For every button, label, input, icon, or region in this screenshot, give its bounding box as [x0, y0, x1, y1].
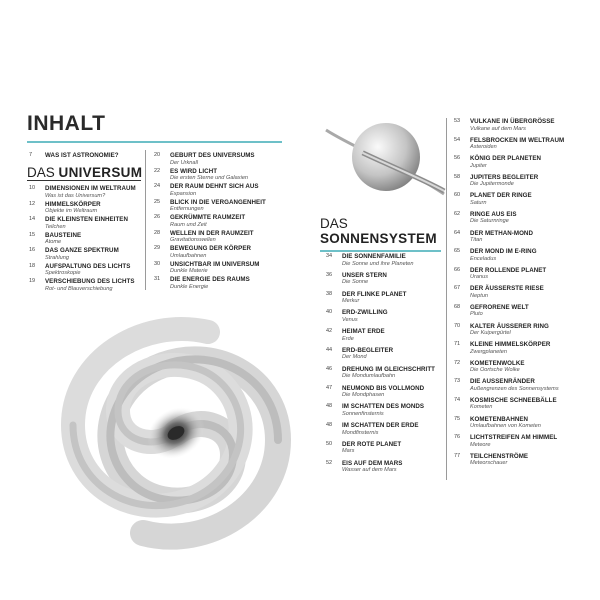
entry-subtitle: Strahlung: [45, 254, 69, 261]
entry-title: DREHUNG IM GLEICHSCHRITT: [342, 365, 435, 373]
entry-title: KOSMISCHE SCHNEEBÄLLE: [470, 396, 557, 404]
entry-page-number: 60: [454, 192, 461, 199]
entry-subtitle: Mars: [342, 448, 355, 455]
entry-subtitle: Spektroskopie: [45, 270, 81, 276]
entry-title: DER METHAN-MOND: [470, 229, 533, 237]
toc-entry[interactable]: [29, 185, 144, 201]
entry-title: DER ÄUSSERSTE RIESE: [470, 285, 544, 293]
entry-subtitle: Atome: [45, 239, 62, 245]
column-divider: [145, 150, 146, 290]
toc-entry[interactable]: [29, 278, 144, 294]
toc-entry[interactable]: [454, 248, 584, 267]
entry-title: RINGE AUS EIS: [470, 210, 517, 218]
entry-title: FELSBROCKEN IM WELTRAUM: [470, 136, 565, 144]
entry-title: AUFSPALTUNG DES LICHTS: [45, 262, 131, 270]
entry-subtitle: Außengrenzen des Sonnensystems: [470, 385, 559, 392]
entry-title: UNSICHTBAR IM UNIVERSUM: [170, 260, 260, 268]
entry-page-number: 12: [29, 200, 36, 207]
entry-page-number: 7: [29, 152, 33, 158]
entry-page-number: 19: [29, 278, 36, 284]
toc-entry[interactable]: [454, 192, 584, 211]
toc-entry[interactable]: [29, 232, 144, 248]
toc-entry[interactable]: [154, 245, 284, 261]
entry-subtitle: Was ist das Universum?: [45, 192, 106, 199]
toc-entry[interactable]: [454, 323, 584, 342]
saturn-image: [314, 112, 454, 202]
toc-entry[interactable]: [154, 199, 284, 215]
entry-page-number: 65: [454, 248, 461, 255]
toc-entry[interactable]: [326, 253, 438, 272]
entry-page-number: 34: [326, 253, 333, 259]
entry-title: WAS IST ASTRONOMIE?: [45, 152, 119, 159]
section-rule: [320, 250, 441, 252]
toc-entry[interactable]: [454, 397, 584, 416]
toc-entry[interactable]: [454, 341, 584, 360]
entry-page-number: 70: [454, 322, 461, 329]
entry-page-number: 25: [154, 198, 161, 205]
entry-page-number: 16: [29, 247, 36, 253]
toc-entry[interactable]: [154, 152, 284, 168]
entry-subtitle: Expansion: [170, 190, 197, 197]
entry-title: KALTER ÄUSSERER RING: [470, 322, 549, 330]
section-heading-sonnensystem: DAS SONNENSYSTEM: [320, 216, 437, 246]
entry-page-number: 26: [154, 214, 161, 220]
toc-entry[interactable]: [29, 201, 144, 217]
entry-subtitle: Die Oortsche Wolke: [470, 367, 520, 374]
entry-subtitle: Vulkane auf dem Mars: [470, 125, 526, 132]
toc-entry[interactable]: [29, 263, 144, 279]
entry-page-number: 42: [326, 328, 333, 335]
entry-title: HIMMELSKÖRPER: [45, 200, 101, 208]
entry-page-number: 14: [29, 216, 36, 222]
entry-subtitle: Der Mond: [342, 354, 367, 361]
toc-entry[interactable]: [454, 416, 584, 435]
entry-page-number: 50: [326, 440, 333, 447]
entry-subtitle: Saturn: [470, 199, 487, 206]
entry-title: GEKRÜMMTE RAUMZEIT: [170, 214, 246, 221]
entry-subtitle: Uranus: [470, 274, 489, 281]
entry-page-number: 38: [326, 290, 333, 297]
entry-subtitle: Umlaufbahnen: [170, 252, 207, 259]
entry-title: KOMETENWOLKE: [470, 359, 525, 367]
entry-subtitle: Die Jupitermonde: [470, 181, 514, 188]
entry-title: IM SCHATTEN DER ERDE: [342, 422, 419, 430]
toc-entry[interactable]: [154, 276, 284, 292]
toc-entry[interactable]: [154, 230, 284, 246]
entry-subtitle: Wasser auf dem Mars: [342, 467, 397, 474]
toc-entry[interactable]: [326, 328, 438, 347]
entry-page-number: 64: [454, 229, 461, 236]
toc-entry[interactable]: [29, 216, 144, 232]
entry-subtitle: Die Sonne: [342, 279, 369, 286]
toc-column-2: [154, 152, 284, 292]
entry-title: GEBURT DES UNIVERSUMS: [170, 152, 255, 159]
entry-title: DIE SONNENFAMILIE: [342, 253, 406, 260]
entry-subtitle: Dunkle Energie: [170, 283, 209, 290]
toc-entry[interactable]: [454, 230, 584, 249]
entry-page-number: 29: [154, 245, 161, 251]
toc-entry[interactable]: [154, 168, 284, 184]
entry-page-number: 75: [454, 415, 461, 422]
entry-page-number: 58: [454, 173, 461, 180]
entry-page-number: 20: [154, 152, 161, 158]
entry-page-number: 77: [454, 452, 461, 459]
toc-entry[interactable]: [326, 460, 438, 479]
entry-page-number: 28: [154, 229, 161, 236]
entry-title: EIS AUF DEM MARS: [342, 459, 403, 467]
toc-entry[interactable]: [326, 272, 438, 291]
entry-title: KÖNIG DER PLANETEN: [470, 155, 542, 163]
entry-title: DER RAUM DEHNT SICH AUS: [170, 183, 259, 190]
entry-subtitle: Venus: [342, 316, 358, 323]
entry-page-number: 62: [454, 210, 461, 217]
entry-page-number: 47: [326, 384, 333, 391]
entry-page-number: 71: [454, 341, 461, 348]
toc-entry[interactable]: [454, 155, 584, 174]
toc-entry[interactable]: [326, 422, 438, 441]
entry-subtitle: Teilchen: [45, 223, 66, 230]
entry-title: WELLEN IN DER RAUMZEIT: [170, 229, 254, 237]
entry-title: BLICK IN DIE VERGANGENHEIT: [170, 198, 266, 206]
entry-subtitle: Mondfinsternis: [342, 429, 379, 436]
entry-subtitle: Die ersten Sterne und Galaxien: [170, 175, 249, 181]
entry-page-number: 40: [326, 309, 333, 316]
toc-column-1: [29, 185, 144, 294]
entry-page-number: 72: [454, 359, 461, 366]
entry-page-number: 15: [29, 231, 36, 238]
entry-title: TEILCHENSTRÖME: [470, 452, 529, 460]
toc-entry[interactable]: [454, 360, 584, 379]
spiral-galaxy-image: [48, 305, 303, 560]
toc-entry[interactable]: [454, 285, 584, 304]
entry-title: PLANET DER RINGE: [470, 192, 532, 200]
entry-page-number: 24: [154, 183, 161, 189]
toc-entry[interactable]: [326, 291, 438, 310]
entry-subtitle: Die Mondphasen: [342, 392, 385, 399]
entry-subtitle: Kometen: [470, 404, 493, 411]
entry-page-number: 68: [454, 303, 461, 310]
toc-entry[interactable]: [454, 137, 584, 156]
entry-subtitle: Pluto: [470, 311, 483, 318]
entry-title: DER ROTE PLANET: [342, 440, 402, 448]
entry-subtitle: Die Sonne und ihre Planeten: [342, 260, 414, 267]
toc-column-3: [326, 253, 438, 479]
entry-title: DIE KLEINSTEN EINHEITEN: [45, 216, 128, 223]
entry-page-number: 44: [326, 346, 333, 353]
entry-title: UNSER STERN: [342, 271, 387, 279]
entry-title: GEFRORENE WELT: [470, 303, 529, 311]
entry-page-number: 30: [154, 260, 161, 267]
entry-page-number: 53: [454, 118, 461, 124]
entry-subtitle: Rot- und Blauverschiebung: [45, 285, 113, 292]
entry-title: DIMENSIONEN IM WELTRAUM: [45, 185, 136, 192]
entry-subtitle: Meteorschauer: [470, 460, 508, 467]
entry-subtitle: Umlaufbahnen von Kometen: [470, 423, 541, 429]
entry-page-number: 36: [326, 271, 333, 278]
column-divider: [446, 118, 447, 480]
toc-entry[interactable]: [454, 118, 584, 137]
toc-entry[interactable]: [326, 309, 438, 328]
toc-entry[interactable]: [326, 385, 438, 404]
entry-title: DER MOND IM E-RING: [470, 248, 537, 256]
toc-entry[interactable]: [29, 247, 144, 263]
toc-column-4: [454, 118, 584, 471]
section-rule: [27, 180, 141, 181]
entry-subtitle: Raum und Zeit: [170, 221, 207, 228]
entry-page-number: 48: [326, 422, 333, 429]
toc-entry[interactable]: [454, 267, 584, 286]
entry-subtitle: Zwergplaneten: [470, 348, 508, 355]
title-rule: [27, 141, 282, 143]
entry-page-number: 48: [326, 403, 333, 410]
entry-title: ERD-BEGLEITER: [342, 346, 394, 354]
entry-title: KOMETENBAHNEN: [470, 415, 529, 423]
entry-title: DIE AUSSENRÄNDER: [470, 378, 535, 386]
entry-page-number: 56: [454, 155, 461, 162]
entry-subtitle: Merkur: [342, 298, 360, 305]
entry-subtitle: Titan: [470, 237, 483, 244]
entry-page-number: 76: [454, 434, 461, 441]
entry-subtitle: Gravitationswellen: [170, 237, 216, 243]
entry-title: KLEINE HIMMELSKÖRPER: [470, 341, 551, 349]
entry-title: ERD-ZWILLING: [342, 309, 388, 317]
entry-subtitle: Meteore: [470, 441, 491, 448]
entry-subtitle: Asteroiden: [470, 144, 497, 151]
entry-subtitle: Jupiter: [470, 162, 487, 169]
toc-entry[interactable]: [454, 304, 584, 323]
toc-entry[interactable]: [154, 214, 284, 230]
entry-page-number: 46: [326, 365, 333, 372]
entry-title: BEWEGUNG DER KÖRPER: [170, 245, 252, 252]
toc-entry[interactable]: [154, 261, 284, 277]
entry-title: DIE ENERGIE DES RAUMS: [170, 276, 250, 283]
entry-title: NEUMOND BIS VOLLMOND: [342, 384, 425, 392]
entry-title: HEIMAT ERDE: [342, 328, 385, 336]
entry-subtitle: Die Saturnringe: [470, 218, 509, 225]
entry-title: DAS GANZE SPEKTRUM: [45, 247, 119, 254]
entry-page-number: 31: [154, 276, 161, 282]
page-title: INHALT: [27, 112, 106, 135]
entry-title: DER FLINKE PLANET: [342, 290, 407, 298]
entry-title: JUPITERS BEGLEITER: [470, 173, 539, 181]
entry-title: VERSCHIEBUNG DES LICHTS: [45, 278, 135, 285]
toc-entry[interactable]: [154, 183, 284, 199]
entry-page-number: 52: [326, 459, 333, 466]
toc-entry[interactable]: [326, 403, 438, 422]
entry-page-number: 10: [29, 185, 36, 191]
entry-title: BAUSTEINE: [45, 231, 82, 239]
entry-page-number: 54: [454, 136, 461, 143]
entry-subtitle: Dunkle Materie: [170, 268, 208, 274]
entry-subtitle: Der Kuipergürtel: [470, 330, 511, 337]
toc-entry[interactable]: [454, 174, 584, 193]
toc-entry[interactable]: [326, 441, 438, 460]
entry-subtitle: Die Mondumlaufbahn: [342, 373, 396, 380]
entry-subtitle: Sonnenfinsternis: [342, 410, 384, 417]
entry-subtitle: Enceladus: [470, 255, 497, 262]
toc-entry[interactable]: [454, 378, 584, 397]
entry-subtitle: Entfernungen: [170, 206, 204, 212]
entry-subtitle: Erde: [342, 335, 354, 342]
toc-entry[interactable]: [454, 453, 584, 472]
toc-entry[interactable]: [326, 347, 438, 366]
entry-title: VULKANE IN ÜBERGRÖSSE: [470, 118, 555, 125]
entry-title: DER ROLLENDE PLANET: [470, 266, 547, 274]
entry-title: ES WIRD LICHT: [170, 167, 218, 175]
entry-subtitle: Objekte im Weltraum: [45, 208, 98, 214]
entry-subtitle: Neptun: [470, 292, 489, 299]
entry-title: LICHTSTREIFEN AM HIMMEL: [470, 434, 558, 442]
entry-page-number: 18: [29, 262, 36, 269]
toc-entry[interactable]: [454, 211, 584, 230]
toc-entry[interactable]: [454, 434, 584, 453]
entry-page-number: 67: [454, 285, 461, 292]
entry-subtitle: Der Urknall: [170, 159, 198, 166]
section-heading-universum: DAS UNIVERSUM: [27, 165, 143, 180]
entry-title: IM SCHATTEN DES MONDS: [342, 403, 425, 411]
toc-entry[interactable]: [326, 366, 438, 385]
intro-entry[interactable]: [29, 152, 149, 160]
entry-page-number: 66: [454, 266, 461, 273]
entry-page-number: 73: [454, 378, 461, 385]
entry-page-number: 22: [154, 167, 161, 174]
entry-page-number: 74: [454, 396, 461, 403]
